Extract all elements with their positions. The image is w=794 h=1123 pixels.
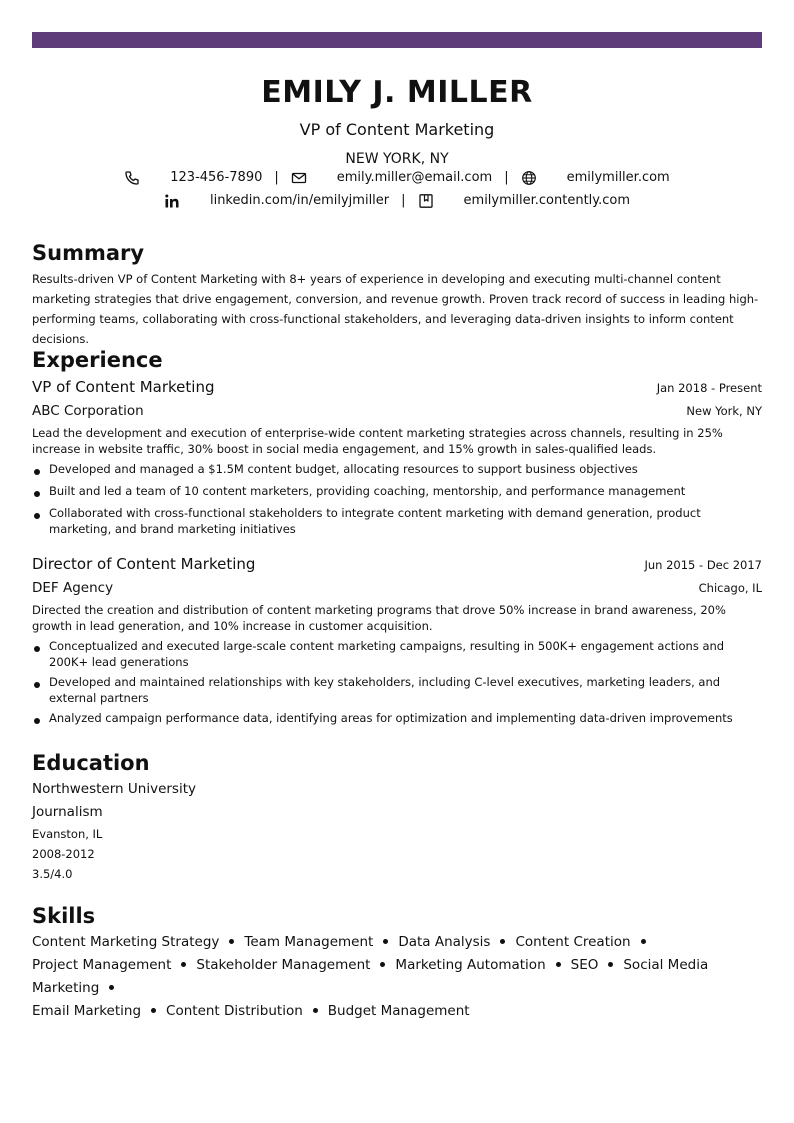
job-entry (32, 377, 762, 543)
email-link[interactable]: emily.miller@email.com (336, 170, 493, 185)
skills-line (32, 931, 762, 954)
portfolio-icon (418, 193, 434, 209)
separator: | (504, 170, 509, 185)
job-description: Directed the creation and distribution of content marketing programs that drove 50% increase in brand awareness, 20% growth in lead generation, and 10% increase in customer acquisition. (32, 603, 726, 633)
separator: | (401, 193, 406, 208)
skill-item: Social Media Marketing (32, 957, 709, 996)
separator: | (274, 170, 279, 185)
company-name: DEF Agency (32, 580, 114, 596)
accent-bar (32, 32, 762, 48)
phone-icon (124, 170, 140, 186)
experience-heading: Experience (32, 348, 163, 372)
list-item: Analyzed campaign performance data, identifying areas for optimization and implementing data-driven improvements (32, 710, 762, 726)
job-entry (32, 554, 762, 732)
skills-line (32, 954, 762, 1000)
job-bullets (32, 638, 762, 726)
contact-row-1 (32, 168, 762, 188)
field-of-study: Journalism (32, 804, 103, 820)
globe-icon (521, 170, 537, 186)
skill-item: Marketing Automation (395, 957, 546, 973)
summary-text: Results-driven VP of Content Marketing with 8+ years of experience in developing and executing multi-channel content marketing strategies that drive engagement, conversion, and revenue growth. Proven track record of success in leading high-performing teams, collaborating with cross-functional stakeholders, and leveraging data-driven insights to inform content decisions. (32, 272, 759, 346)
portfolio-link[interactable]: emilymiller.contently.com (463, 193, 631, 208)
job-dates: Jan 2018 - Present (656, 381, 762, 395)
website-link[interactable]: emilymiller.com (566, 170, 670, 185)
skill-item: Content Marketing Strategy (32, 934, 220, 950)
job-dates: Jun 2015 - Dec 2017 (644, 558, 762, 572)
school-location: Evanston, IL (32, 827, 103, 841)
school-name: Northwestern University (32, 781, 196, 797)
skill-item: Content Distribution (166, 1003, 303, 1019)
job-title: Director of Content Marketing (32, 555, 256, 573)
job-location: Chicago, IL (698, 581, 762, 595)
skill-item: Team Management (244, 934, 374, 950)
candidate-name: EMILY J. MILLER (261, 75, 533, 110)
job-description: Lead the development and execution of enterprise-wide content marketing strategies across channels, resulting in 25% increase in website traffic, 30% boost in social media engagement, and 15% growth in sales-qualified leads. (32, 426, 723, 456)
job-location: New York, NY (686, 404, 762, 418)
company-name: ABC Corporation (32, 403, 144, 419)
candidate-title: VP of Content Marketing (299, 120, 495, 139)
job-title: VP of Content Marketing (32, 378, 215, 396)
linkedin-icon (164, 193, 180, 209)
education-entry (32, 778, 762, 884)
summary-heading: Summary (32, 241, 145, 265)
skill-item: Project Management (32, 957, 172, 973)
skill-item: Data Analysis (398, 934, 491, 950)
skill-item: Stakeholder Management (196, 957, 371, 973)
resume-header (32, 72, 762, 211)
list-item: Developed and maintained relationships with key stakeholders, including C-level executives, marketing leaders, and external partners (32, 674, 762, 706)
contact-row-2 (32, 191, 762, 211)
education-heading: Education (32, 751, 150, 775)
skill-item: Budget Management (327, 1003, 470, 1019)
skill-item: Email Marketing (32, 1003, 142, 1019)
phone-number[interactable]: 123-456-7890 (170, 170, 263, 185)
list-item: Conceptualized and executed large-scale content marketing campaigns, resulting in 500K+ engagement actions and 200K+ lead generations (32, 638, 762, 670)
mail-icon (291, 170, 307, 186)
skill-item: Content Creation (515, 934, 631, 950)
list-item: Developed and managed a $1.5M content budget, allocating resources to support business objectives (32, 461, 762, 477)
list-item: Built and led a team of 10 content marketers, providing coaching, mentorship, and performance management (32, 483, 762, 499)
linkedin-link[interactable]: linkedin.com/in/emilyjmiller (209, 193, 390, 208)
skill-item: SEO (570, 957, 599, 973)
skills-list (32, 931, 762, 1023)
job-bullets (32, 461, 762, 537)
skills-line (32, 1000, 762, 1023)
education-years: 2008-2012 (32, 847, 95, 861)
skills-heading: Skills (32, 904, 96, 928)
candidate-location: NEW YORK, NY (345, 151, 449, 167)
gpa: 3.5/4.0 (32, 867, 73, 881)
list-item: Collaborated with cross-functional stakeholders to integrate content marketing with demand generation, product marketing, and brand marketing initiatives (32, 505, 762, 537)
